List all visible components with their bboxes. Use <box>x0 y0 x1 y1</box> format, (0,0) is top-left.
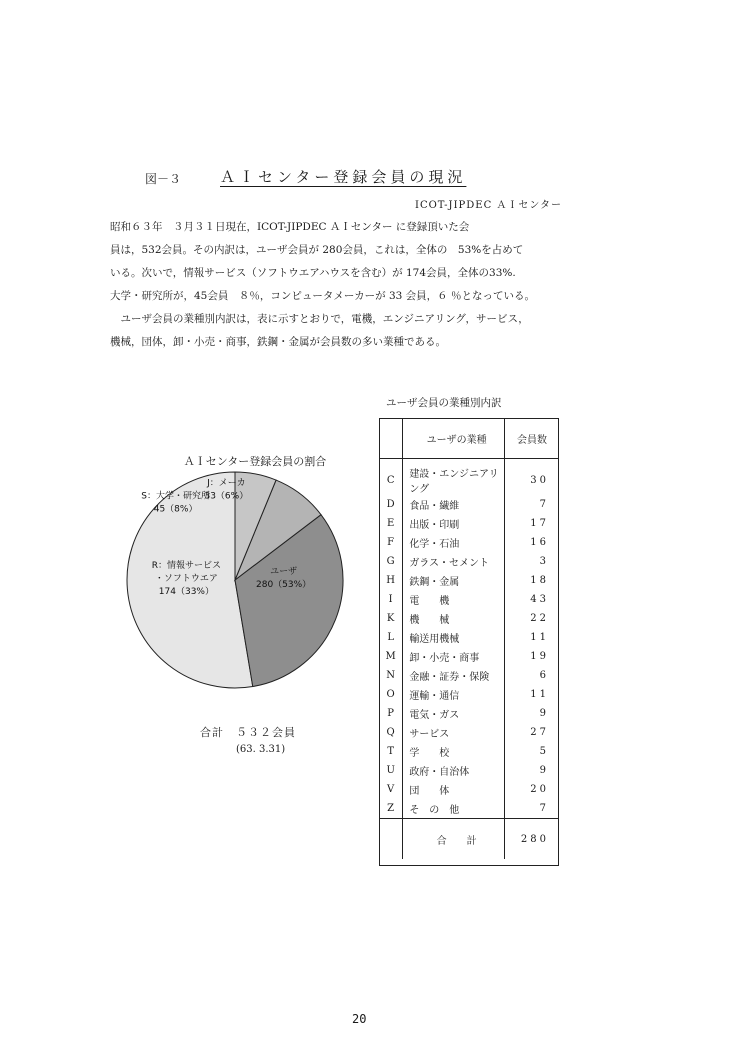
pie-slice-label: 45（8%） <box>153 504 198 515</box>
row-industry: 輸送用機械 <box>403 628 505 647</box>
row-industry: 団 体 <box>403 780 505 799</box>
row-code: T <box>379 742 403 761</box>
row-code: F <box>379 533 403 552</box>
body-line: 員は，532会員。その内訳は，ユーザ会員が 280会員，これは，全体の 53%を占めて <box>110 244 524 256</box>
row-code: H <box>379 571 403 590</box>
pie-slice-label: 280（53%） <box>256 580 312 590</box>
table-row <box>379 647 559 666</box>
row-code: C <box>379 459 403 496</box>
table-row <box>379 533 559 552</box>
row-count: 9 <box>539 765 549 776</box>
row-industry: 金融・証券・保険 <box>403 666 505 685</box>
row-code: M <box>379 647 403 666</box>
row-code: E <box>379 514 403 533</box>
row-industry: 食品・繊維 <box>403 495 505 514</box>
total-label: 合 計 <box>403 819 505 860</box>
row-count: 43 <box>530 594 549 605</box>
row-count: 6 <box>539 670 549 681</box>
table-row <box>379 514 559 533</box>
table-title: ユーザ会員の業種別内訳 <box>386 397 502 409</box>
row-count: 16 <box>530 537 549 548</box>
header-code <box>379 418 403 459</box>
table-row <box>379 628 559 647</box>
source-line: ICOT-JIPDEC ＡＩセンター <box>415 200 562 211</box>
chart-date: (63. 3.31) <box>236 744 286 755</box>
row-count: 18 <box>530 575 549 586</box>
row-industry: 出版・印刷 <box>403 514 505 533</box>
table-row <box>379 723 559 742</box>
table-row <box>379 780 559 799</box>
pie-chart <box>125 470 345 720</box>
row-code: Z <box>379 799 403 819</box>
row-industry: 卸・小売・商事 <box>403 647 505 666</box>
row-code: P <box>379 704 403 723</box>
body-line: いる。次いで，情報サービス（ソフトウエアハウスを含む）が 174会員，全体の33%. <box>110 267 516 279</box>
body-line: 昭和６３年 ３月３１日現在，ICOT-JIPDEC ＡＩセンター に登録頂いた会 <box>110 221 470 233</box>
table-header-row <box>379 418 559 459</box>
pie-slice-label: S：大学・研究所 <box>141 491 210 502</box>
row-code: L <box>379 628 403 647</box>
row-industry: ガラス・セメント <box>403 552 505 571</box>
table-row <box>379 742 559 761</box>
row-industry: 化学・石油 <box>403 533 505 552</box>
table-total-row <box>379 819 559 860</box>
row-code: U <box>379 761 403 780</box>
row-count: 9 <box>539 708 549 719</box>
table-row <box>379 590 559 609</box>
table-row <box>379 704 559 723</box>
body-paragraph <box>110 216 600 354</box>
total-value: 280 <box>505 819 559 860</box>
row-count: 27 <box>530 727 549 738</box>
row-code: O <box>379 685 403 704</box>
table-row <box>379 459 559 496</box>
header-count: 会員数 <box>505 418 559 459</box>
row-code: Q <box>379 723 403 742</box>
pie-slice-label: 174（33%） <box>158 587 214 597</box>
row-industry: サービス <box>403 723 505 742</box>
total-code-cell <box>379 819 403 860</box>
row-code: K <box>379 609 403 628</box>
body-line: 機械，団体，卸・小売・商事，鉄鋼・金属が会員数の多い業種である。 <box>110 336 446 348</box>
row-industry: 学 校 <box>403 742 505 761</box>
page-number: 20 <box>352 1012 367 1026</box>
table-row <box>379 761 559 780</box>
table-row <box>379 571 559 590</box>
table-row <box>379 799 559 819</box>
row-count: 3 <box>539 556 549 567</box>
row-industry: 鉄鋼・金属 <box>403 571 505 590</box>
table-row <box>379 495 559 514</box>
row-code: I <box>379 590 403 609</box>
pie-slice-label: R：情報サービス <box>151 561 222 571</box>
pie-slice-label: ユーザ <box>270 567 298 577</box>
row-count: 11 <box>530 689 549 700</box>
row-industry: 電気・ガス <box>403 704 505 723</box>
header-industry: ユーザの業種 <box>403 418 505 459</box>
figure-title: ＡＩセンター登録会員の現況 <box>220 168 467 186</box>
row-industry: 政府・自治体 <box>403 761 505 780</box>
row-code: G <box>379 552 403 571</box>
pie-slice-label: J：メーカ <box>207 478 246 489</box>
row-industry: 電 機 <box>403 590 505 609</box>
row-count: 5 <box>539 746 549 757</box>
row-count: 19 <box>530 651 549 662</box>
row-count: 17 <box>530 518 549 529</box>
row-industry: そ の 他 <box>403 799 505 819</box>
row-count: 7 <box>539 499 549 510</box>
row-count: 7 <box>539 803 549 814</box>
body-line: 大学・研究所が，45会員 ８％，コンピュータメーカーが 33 会員，６ ％となっている。 <box>110 290 536 302</box>
table-row <box>379 609 559 628</box>
body-line: ユーザ会員の業種別内訳は，表に示すとおりで，電機，エンジニアリング，サービス， <box>110 313 529 325</box>
table-row <box>379 552 559 571</box>
row-count: 11 <box>530 632 549 643</box>
row-code: V <box>379 780 403 799</box>
member-industry-table <box>379 418 559 859</box>
table-row <box>379 666 559 685</box>
table-row <box>379 685 559 704</box>
row-industry: 建設・エンジニアリング <box>403 459 505 496</box>
row-code: D <box>379 495 403 514</box>
chart-title: ＡＩセンター登録会員の割合 <box>183 455 327 468</box>
row-industry: 機 械 <box>403 609 505 628</box>
row-industry: 運輸・通信 <box>403 685 505 704</box>
chart-total: 合計 ５３２会員 <box>200 726 296 739</box>
row-count: 20 <box>530 784 549 795</box>
row-count: 22 <box>530 613 549 624</box>
row-count: 30 <box>530 474 549 486</box>
pie-slice-label: ・ソフトウエア <box>154 574 218 584</box>
pie-slice-label: 33（6%） <box>204 491 249 502</box>
row-code: N <box>379 666 403 685</box>
figure-label: 図－３ <box>145 172 182 186</box>
